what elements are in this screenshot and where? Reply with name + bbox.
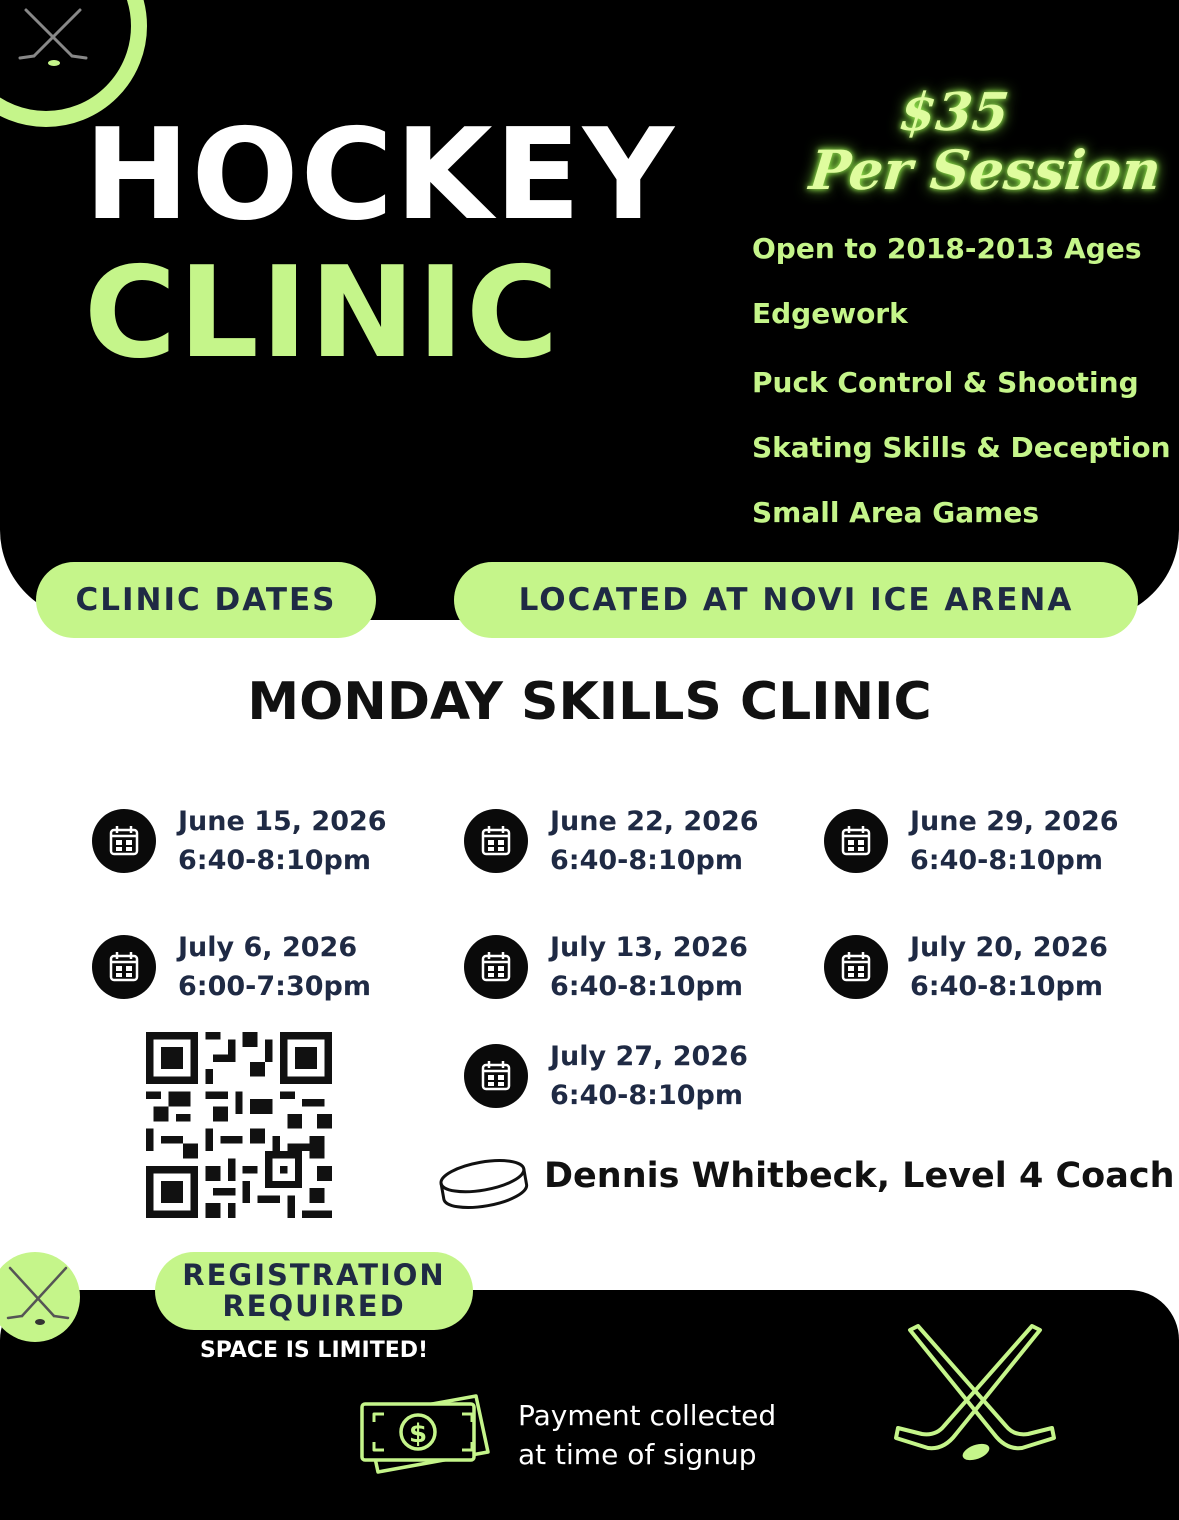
clinic-heading: MONDAY SKILLS CLINIC: [247, 672, 932, 732]
session-date: July 6, 2026: [178, 932, 358, 963]
session-item: [824, 802, 1119, 880]
session-item: [464, 802, 759, 880]
session-date: June 22, 2026: [550, 806, 759, 837]
calendar-icon: [464, 1044, 528, 1108]
session-time: 6:40-8:10pm: [550, 971, 743, 1002]
hockey-sticks-icon: [2, 1264, 74, 1332]
session-time: 6:40-8:10pm: [910, 971, 1103, 1002]
feature-small-area-games: Small Area Games: [752, 496, 1039, 529]
registration-banner: [155, 1252, 473, 1330]
feature-edgework: Edgework: [752, 297, 908, 330]
session-time: 6:40-8:10pm: [550, 845, 743, 876]
session-date: June 29, 2026: [910, 806, 1119, 837]
money-icon: [358, 1390, 498, 1476]
session-date: July 27, 2026: [550, 1041, 748, 1072]
session-item: [464, 928, 748, 1006]
registration-line1: REGISTRATION: [182, 1258, 446, 1292]
qr-code[interactable]: [146, 1032, 332, 1218]
price-amount: $35: [896, 82, 1012, 143]
session-date: June 15, 2026: [178, 806, 387, 837]
feature-puck-control: Puck Control & Shooting: [752, 366, 1139, 399]
hockey-sticks-icon: [890, 1322, 1066, 1468]
title-clinic: CLINIC: [84, 239, 561, 386]
session-date: July 20, 2026: [910, 932, 1108, 963]
payment-line1: Payment collected: [518, 1399, 777, 1432]
feature-ages: Open to 2018-2013 Ages: [752, 232, 1142, 265]
session-item: [464, 1037, 748, 1115]
session-time: 6:40-8:10pm: [178, 845, 371, 876]
location-banner: LOCATED AT NOVI ICE ARENA: [454, 562, 1138, 638]
payment-line2: at time of signup: [518, 1438, 757, 1471]
calendar-icon: [464, 809, 528, 873]
svg-text:$: $: [408, 1419, 428, 1449]
clinic-dates-banner: CLINIC DATES: [36, 562, 376, 638]
hockey-sticks-icon: [14, 6, 92, 68]
calendar-icon: [92, 935, 156, 999]
price-per-session: Per Session: [806, 138, 1165, 202]
calendar-icon: [824, 935, 888, 999]
session-item: [824, 928, 1108, 1006]
session-time: 6:40-8:10pm: [910, 845, 1103, 876]
coach-name: Dennis Whitbeck, Level 4 Coach: [544, 1156, 1175, 1196]
title-hockey: HOCKEY: [84, 101, 676, 248]
registration-line2: REQUIRED: [222, 1289, 406, 1323]
session-date: July 13, 2026: [550, 932, 748, 963]
session-item: [92, 802, 387, 880]
session-item: [92, 928, 371, 1006]
session-time: 6:40-8:10pm: [550, 1080, 743, 1111]
payment-note: [518, 1396, 776, 1474]
session-time: 6:00-7:30pm: [178, 971, 371, 1002]
calendar-icon: [464, 935, 528, 999]
puck-icon: [436, 1152, 532, 1218]
calendar-icon: [92, 809, 156, 873]
feature-skating-skills: Skating Skills & Deception: [752, 431, 1171, 464]
calendar-icon: [824, 809, 888, 873]
space-limited-note: SPACE IS LIMITED!: [199, 1338, 429, 1363]
